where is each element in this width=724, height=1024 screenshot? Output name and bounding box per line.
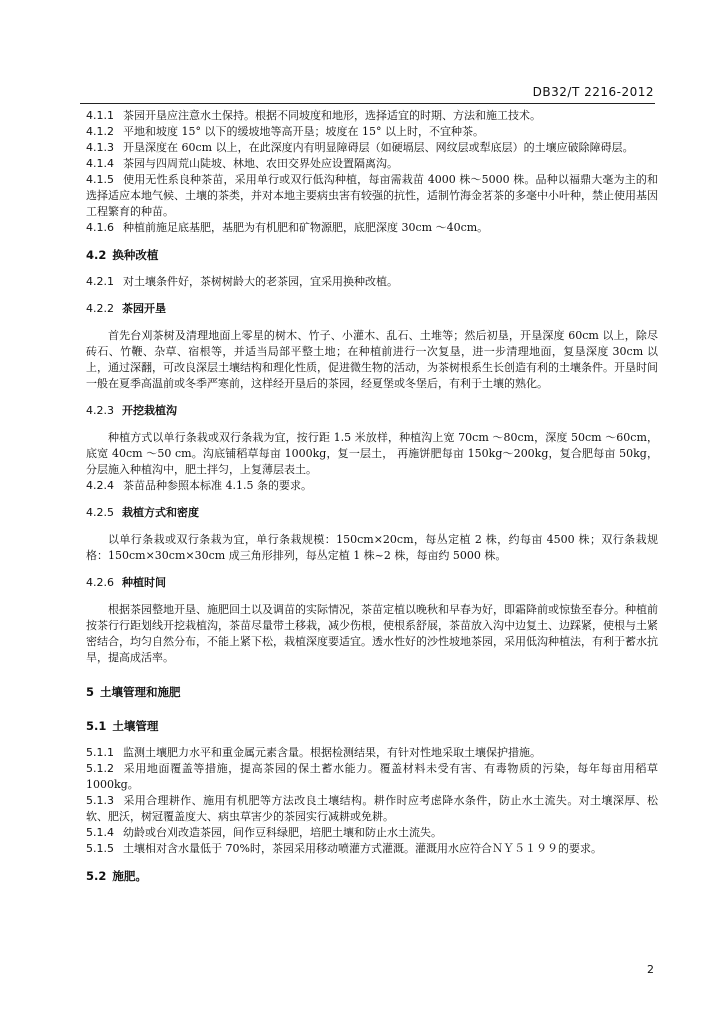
chapter-title: 土壤管理和施肥 [100,685,181,699]
clause-title: 茶园开垦 [122,302,166,315]
clause-text: 监测土壤肥力水平和重金属元素含量。根据检测结果，有针对性地采取土壤保护措施。 [123,746,541,759]
clause-number: 4.1.3 [86,141,114,154]
section-number: 5.2 [86,869,107,883]
clause-4-2-1 [86,274,658,290]
section-title: 土壤管理 [112,719,159,733]
clause-number: 4.1.4 [86,157,114,170]
clause-body-4-2-5: 以单行条栽或双行条栽为宜，单行条栽规模：150cm×20cm，每丛定植 2 株，约每亩 4500 株；双行条栽规格：150cm×30cm×30cm 成三角形排列，每丛定植 1 株~2 株，每亩约 5000 株。 [86,533,658,562]
clause-number: 5.1.4 [86,826,114,839]
clause-text: 采用合理耕作、施用有机肥等方法改良土壤结构。耕作时应考虑降水条件，防止水土流失。对土壤深厚、松软、肥沃，树冠覆盖度大、病虫草害少的茶园实行减耕或免耕。 [86,794,658,823]
clause-4-1-4 [86,156,658,172]
clause-number: 4.2.2 [86,302,114,315]
clause-number: 4.1.5 [86,173,114,186]
clause-number: 4.2.5 [86,506,114,519]
clause-heading-4-2-3 [86,403,658,419]
clause-text: 开垦深度在 60cm 以上，在此深度内有明显障碍层（如硬塥层、网纹层或犁底层）的土壤应破除障碍层。 [123,141,634,154]
clause-text: 使用无性系良种茶苗，采用单行或双行低沟种植，每亩需栽苗 4000 株～5000 株。品种以福鼎大毫为主的和选择适应本地气候、土壤的茶类，并对本地主要病虫害有较强的抗性，适制竹海金茗茶的多毫中小叶种，禁止使用基因工程繁育的种苗。 [86,173,658,218]
clause-heading-4-2-2 [86,301,658,317]
clause-5-1-5 [86,841,658,857]
clause-4-1-1 [86,108,658,124]
clause-text: 土壤相对含水量低于 70%时，茶园采用移动喷灌方式灌溉。灌溉用水应符合ＮＹ５１９９的要求。 [123,842,602,855]
clause-4-2-4 [86,478,658,494]
clause-number: 5.1.3 [86,794,114,807]
clause-number: 4.2.1 [86,275,114,288]
clause-5-1-1 [86,745,658,761]
clause-number: 5.1.1 [86,746,114,759]
section-title: 换种改植 [112,248,159,262]
chapter-heading-5 [86,684,658,700]
clause-number: 4.1.1 [86,109,114,122]
clause-number: 4.1.2 [86,125,114,138]
clause-text: 种植前施足底基肥，基肥为有机肥和矿物源肥，底肥深度 30cm ～40cm。 [123,221,489,234]
clause-4-1-5 [86,172,658,220]
clause-title: 种植时间 [122,576,166,589]
clause-text: 茶苗品种参照本标准 4.1.5 条的要求。 [123,479,312,492]
section-number: 5.1 [86,719,107,733]
clause-text: 采用地面覆盖等措施，提高茶园的保土蓄水能力。覆盖材料未受有害、有毒物质的污染，每年每亩用稻草 1000kg。 [86,762,658,791]
clause-number: 5.1.5 [86,842,114,855]
clause-4-1-3 [86,140,658,156]
section-number: 4.2 [86,248,107,262]
header-divider [80,103,655,104]
section-heading-5-1 [86,718,658,734]
document-body [86,108,658,884]
page-number: 2 [647,963,654,976]
clause-title: 栽植方式和密度 [122,506,199,519]
clause-body-4-2-3: 种植方式以单行条栽或双行条栽为宜，按行距 1.5 米放样，种植沟上宽 70cm ～80cm，深度 50cm ～60cm，底宽 40cm ～50 cm。沟底铺稻草每亩 1000kg，复一层土， 再施饼肥每亩 150kg～200kg，复合肥每亩 50kg，分层施入种植沟中，肥土拌匀，上复薄层表土。 [86,431,658,476]
standard-code: DB32/T 2216-2012 [532,85,654,99]
clause-number: 4.2.4 [86,479,114,492]
clause-heading-4-2-5 [86,505,658,521]
clause-4-1-2 [86,124,658,140]
clause-5-1-3 [86,793,658,825]
clause-number: 4.2.6 [86,576,114,589]
clause-number: 5.1.2 [86,762,114,775]
clause-4-1-6 [86,220,658,236]
section-title: 施肥。 [112,869,147,883]
clause-text: 幼龄或台刈改造茶园，间作豆科绿肥，培肥土壤和防止水土流失。 [123,826,442,839]
clause-title: 开挖栽植沟 [122,404,177,417]
clause-5-1-2 [86,761,658,793]
clause-text: 茶园开垦应注意水土保持。根据不同坡度和地形，选择适宜的时期、方法和施工技术。 [123,109,541,122]
clause-text: 茶园与四周荒山陡坡、林地、农田交界处应设置隔离沟。 [123,157,398,170]
chapter-number: 5 [86,685,95,699]
clause-body-4-2-2: 首先台刈茶树及清理地面上零星的树木、竹子、小灌木、乱石、土堆等；然后初垦，开垦深度 60cm 以上，除尽砖石、竹鞭、杂草、宿根等，并适当局部平整土地；在种植前进行一次复垦，进一步清理地面，复垦深度 30cm 以上，通过深翻，可改良深层土壤结构和理化性质，促进微生物的活动，为茶树根系生长创造有利的土壤条件。开垦时间一般在夏季高温前或冬季严寒前，这样经开垦后的茶园，经夏堡或冬堡后，有利于土壤的熟化。 [86,329,658,390]
clause-text: 对土壤条件好，茶树树龄大的老茶园，宜采用换种改植。 [123,275,398,288]
clause-number: 4.2.3 [86,404,114,417]
section-heading-5-2 [86,868,658,884]
clause-body-4-2-6: 根据茶园整地开垦、施肥回土以及调苗的实际情况，茶苗定植以晚秋和早春为好，即霜降前或惊蛰至春分。种植前按茶行行距划线开挖栽植沟，茶苗尽量带土移栽，减少伤根，使根系舒展，茶苗放入沟中边复土、边踩紧，使根与土紧密结合，均匀自然分布，不能上紧下松，栽植深度要适宜。透水性好的沙性坡地茶园，采用低沟种植法，有利于蓄水抗旱，提高成活率。 [86,603,658,664]
clause-5-1-4 [86,825,658,841]
clause-heading-4-2-6 [86,575,658,591]
section-heading-4-2 [86,247,658,263]
clause-number: 4.1.6 [86,221,114,234]
clause-text: 平地和坡度 15° 以下的缓坡地等高开垦；坡度在 15° 以上时，不宜种茶。 [123,125,484,138]
